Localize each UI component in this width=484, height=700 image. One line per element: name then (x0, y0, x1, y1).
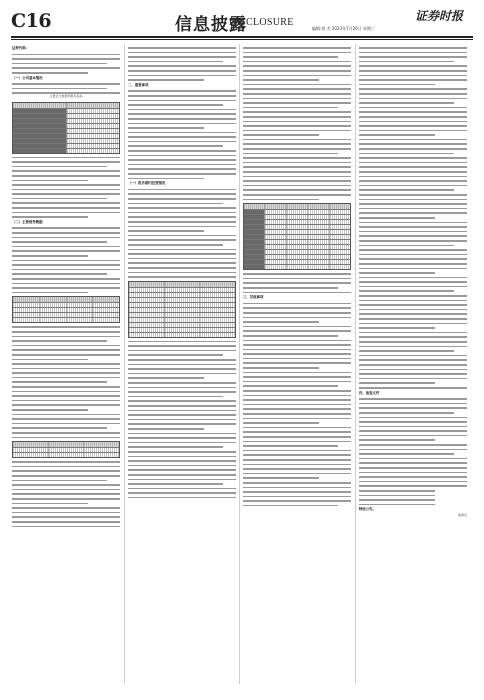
subsection-title: 特此公告。 (359, 507, 376, 512)
header-rule (11, 36, 473, 38)
column-heading: 证券代码: (12, 46, 27, 50)
subsection-title: （一）公司基本情况 (12, 75, 43, 80)
column-separator (124, 44, 125, 684)
header-rule-thin (11, 39, 473, 40)
section-title: 信息披露 (175, 15, 247, 35)
data-table (12, 296, 120, 323)
data-table (243, 203, 351, 270)
data-table (12, 102, 120, 154)
subsection-title: 四、备查文件 (359, 390, 380, 395)
text-column-1 (12, 44, 120, 684)
section-title-en: DISCLOSURE (229, 17, 294, 28)
subsection-title: 二、重要事项 (128, 82, 149, 87)
footer-signature: 董事会 (457, 512, 467, 517)
page-header (0, 0, 484, 40)
text-column-2 (128, 44, 236, 684)
subsection-title: 三、其他事项 (243, 295, 264, 300)
header-meta: 编辑:胡 杰 2023年7月26日 星期三 (312, 26, 375, 31)
text-column-3 (243, 44, 351, 684)
newspaper-logo: 证券时报 (415, 9, 464, 23)
column-separator (239, 44, 240, 684)
page-number: C16 (11, 10, 52, 32)
subsection-title: （一）报告期内经营情况 (128, 181, 166, 186)
subsection-title: （二）主要财务数据 (12, 219, 43, 224)
data-table (128, 281, 236, 338)
data-table (12, 441, 120, 458)
text-column-4 (359, 44, 467, 684)
column-separator (355, 44, 356, 684)
table-caption: 主要会计数据和财务指标 (49, 93, 83, 98)
